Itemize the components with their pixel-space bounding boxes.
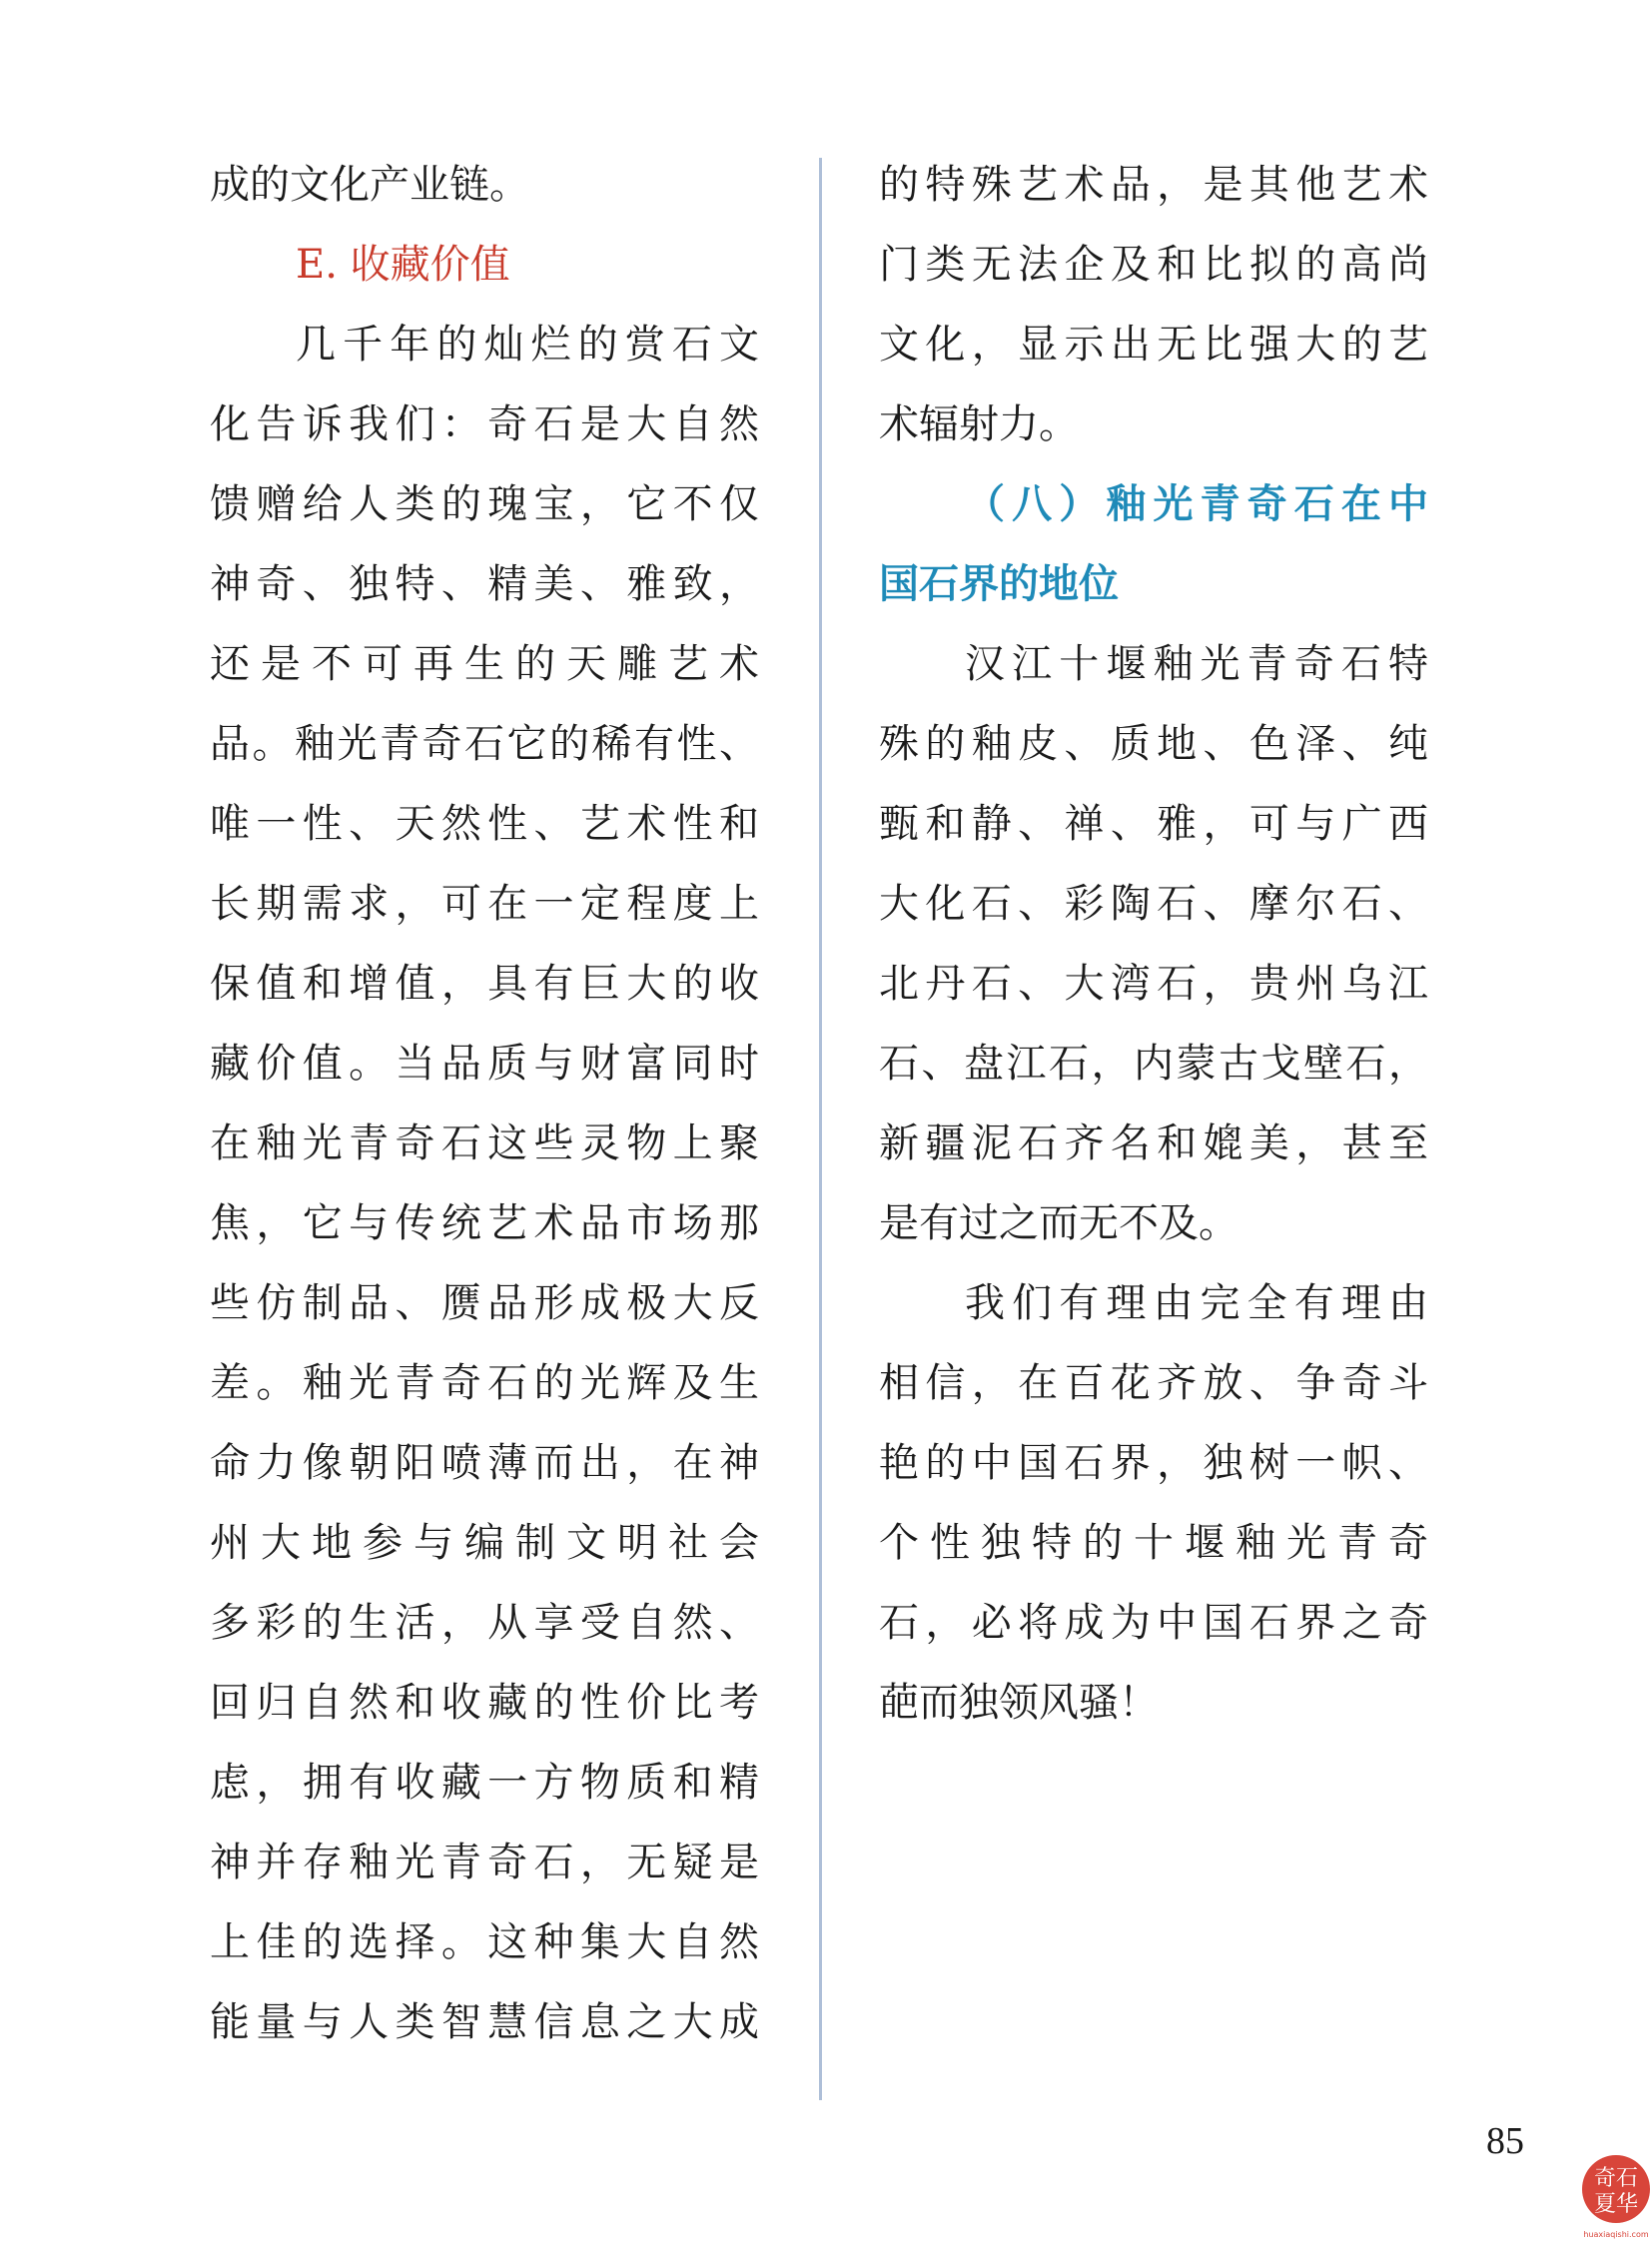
paragraph-line: 长期需求，可在一定程度上 <box>210 881 759 927</box>
paragraph-line: 新疆泥石齐名和媲美，甚至 <box>879 1121 1428 1166</box>
paragraph-line: 化告诉我们：奇石是大自然 <box>210 401 759 447</box>
paragraph-line: 甄和静、禅、雅，可与广西 <box>879 801 1428 847</box>
paragraph-line: 命力像朝阳喷薄而出，在神 <box>210 1440 759 1486</box>
paragraph-line: 馈赠给人类的瑰宝，它不仅 <box>210 481 759 527</box>
paragraph-line: 唯一性、天然性、艺术性和 <box>210 801 759 847</box>
paragraph-line: 个性独特的十堰釉光青奇 <box>879 1520 1428 1566</box>
paragraph-line: 殊的釉皮、质地、色泽、纯 <box>879 721 1428 767</box>
watermark-seal-icon <box>1576 2147 1652 2242</box>
section-heading-status: （八）釉光青奇石在中 <box>965 480 1428 527</box>
paragraph-line: 神并存釉光青奇石，无疑是 <box>210 1840 759 1885</box>
paragraph-line: 州大地参与编制文明社会 <box>210 1520 759 1566</box>
paragraph-line: 石，必将成为中国石界之奇 <box>879 1600 1428 1646</box>
paragraph-line: 在釉光青奇石这些灵物上聚 <box>210 1121 759 1166</box>
paragraph-line: 术辐射力。 <box>879 401 1079 447</box>
paragraph-line: 文化，显示出无比强大的艺 <box>879 322 1428 368</box>
svg-text:奇石: 奇石 <box>1593 2166 1639 2191</box>
paragraph-line: 相信，在百花齐放、争奇斗 <box>879 1360 1428 1406</box>
paragraph-line: 藏价值。当品质与财富同时 <box>210 1041 759 1087</box>
svg-text:夏华: 夏华 <box>1593 2192 1639 2217</box>
paragraph-line: 品。釉光青奇石它的稀有性、 <box>210 721 759 767</box>
right-text-column <box>879 145 1428 1743</box>
paragraph-line: 门类无法企及和比拟的高尚 <box>879 242 1428 288</box>
paragraph-line: 成的文化产业链。 <box>210 162 529 208</box>
paragraph-line: 汉江十堰釉光青奇石特 <box>965 641 1428 687</box>
section-heading-collection-value: E. 收藏价值 <box>296 242 510 288</box>
paragraph-line: 葩而独领风骚！ <box>879 1680 1159 1726</box>
svg-text:huaxiaqishi.com: huaxiaqishi.com <box>1583 2230 1649 2239</box>
paragraph-line: 上佳的选择。这种集大自然 <box>210 1919 759 1965</box>
paragraph-line: 多彩的生活，从享受自然、 <box>210 1600 759 1646</box>
paragraph-line: 还是不可再生的天雕艺术 <box>210 641 759 687</box>
paragraph-line: 石、盘江石，内蒙古戈壁石， <box>879 1041 1428 1087</box>
left-text-column <box>210 145 759 2062</box>
section-heading-status-continued: 国石界的地位 <box>879 560 1119 607</box>
paragraph-line: 的特殊艺术品，是其他艺术 <box>879 162 1428 208</box>
paragraph-line: 北丹石、大湾石，贵州乌江 <box>879 961 1428 1007</box>
page-number: 85 <box>1486 2120 1524 2162</box>
paragraph-line: 艳的中国石界，独树一帜、 <box>879 1440 1428 1486</box>
paragraph-line: 神奇、独特、精美、雅致， <box>210 561 759 607</box>
column-divider <box>819 158 822 2100</box>
paragraph-line: 大化石、彩陶石、摩尔石、 <box>879 881 1428 927</box>
paragraph-line: 差。釉光青奇石的光辉及生 <box>210 1360 759 1406</box>
paragraph-line: 回归自然和收藏的性价比考 <box>210 1680 759 1726</box>
paragraph-line: 虑，拥有收藏一方物质和精 <box>210 1760 759 1806</box>
paragraph-line: 几千年的灿烂的赏石文 <box>296 322 759 368</box>
paragraph-line: 些仿制品、赝品形成极大反 <box>210 1280 759 1326</box>
paragraph-line: 保值和增值，具有巨大的收 <box>210 961 759 1007</box>
paragraph-line: 是有过之而无不及。 <box>879 1200 1239 1246</box>
paragraph-line: 我们有理由完全有理由 <box>965 1280 1428 1326</box>
paragraph-line: 焦，它与传统艺术品市场那 <box>210 1200 759 1246</box>
paragraph-line: 能量与人类智慧信息之大成 <box>210 1999 759 2045</box>
